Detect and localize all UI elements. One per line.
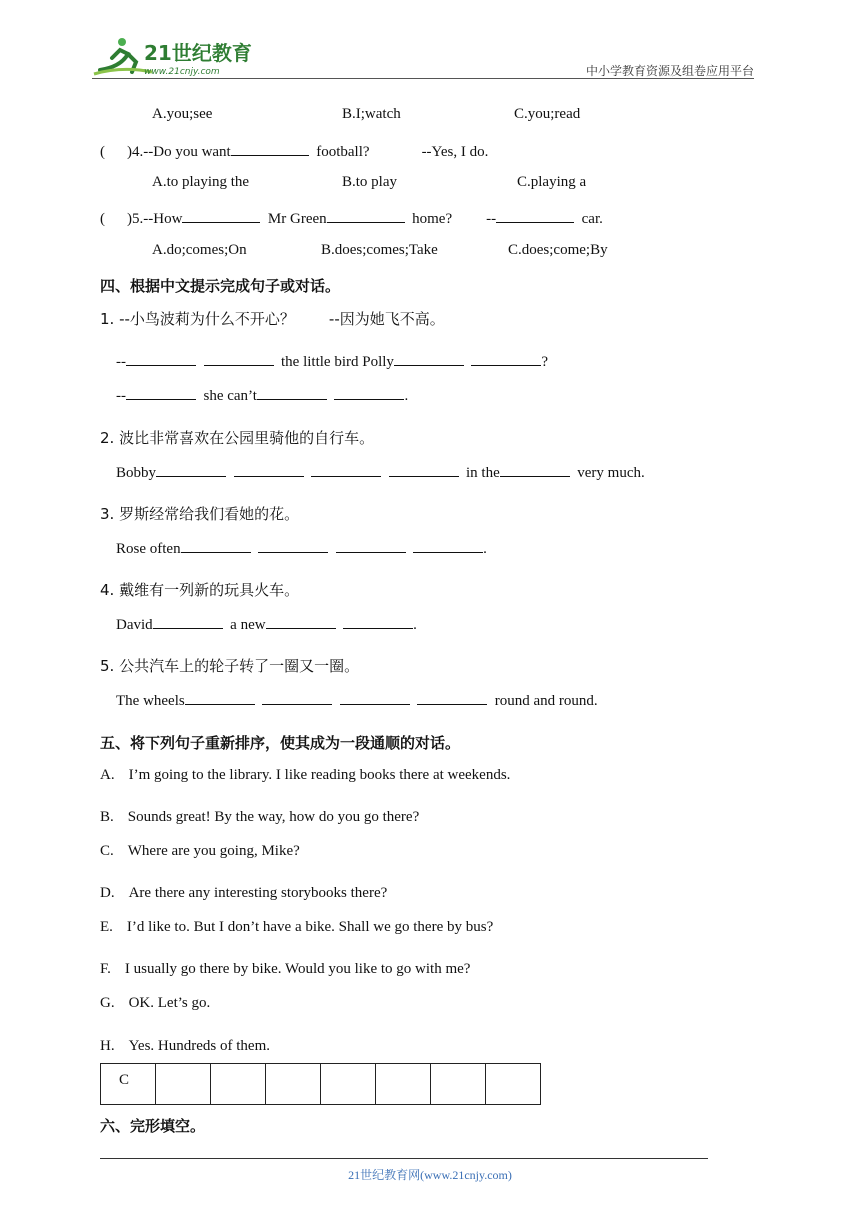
q5-blank-2[interactable] xyxy=(327,208,405,223)
footer-divider xyxy=(100,1158,708,1159)
sentence-label: C. xyxy=(100,843,114,859)
q5-paren: ( xyxy=(100,211,105,227)
s4-item-5-text: The wheels xyxy=(116,693,185,709)
order-cell[interactable] xyxy=(266,1064,321,1105)
s4-blank[interactable] xyxy=(394,351,464,366)
s4-blank[interactable] xyxy=(153,614,223,629)
sentence-label: D. xyxy=(100,885,115,901)
s4-item-1-question: 1. --小鸟波莉为什么不开心？ xyxy=(100,310,295,328)
s4-item-1-dash-2: -- xyxy=(116,388,126,404)
q5-stem-3: home? xyxy=(412,211,453,227)
order-cell[interactable] xyxy=(321,1064,376,1105)
q5-stem: )5.--How xyxy=(127,211,183,227)
s4-blank[interactable] xyxy=(334,385,404,400)
s4-blank[interactable] xyxy=(126,385,196,400)
sentence-f xyxy=(100,961,470,978)
s4-blank[interactable] xyxy=(257,385,327,400)
question-5 xyxy=(100,208,603,228)
s4-item-1-qmark: ? xyxy=(541,354,549,370)
header-divider xyxy=(92,78,754,79)
sentence-g xyxy=(100,995,210,1012)
s4-blank[interactable] xyxy=(500,462,570,477)
sentence-b xyxy=(100,809,419,826)
q3-option-c: C.you;read xyxy=(514,106,581,122)
s4-blank[interactable] xyxy=(156,462,226,477)
sentence-label: G. xyxy=(100,995,115,1011)
section-4-title: 四、根据中文提示完成句子或对话。 xyxy=(100,277,341,295)
s4-item-1-text: the little bird Polly xyxy=(281,354,394,370)
s4-blank[interactable] xyxy=(258,538,328,553)
s4-item-3-period: . xyxy=(483,541,487,557)
footer-text[interactable]: 21世纪教育网(www.21cnjy.com) xyxy=(348,1168,512,1182)
sentence-text: I’m going to the library. I like reading books there at weekends. xyxy=(128,767,511,783)
order-cell[interactable] xyxy=(376,1064,431,1105)
s4-item-1-prompt xyxy=(100,308,445,329)
s4-item-5-prompt: 5. 公共汽车上的轮子转了一圈又一圈。 xyxy=(100,657,360,675)
s4-item-2-text-2: in the xyxy=(466,465,500,481)
order-cell[interactable]: C xyxy=(101,1064,156,1105)
q5-answer-prefix: -- xyxy=(486,211,497,227)
s4-item-2-prompt: 2. 波比非常喜欢在公园里骑他的自行车。 xyxy=(100,429,375,447)
order-answer-table xyxy=(100,1063,541,1105)
sentence-label: E. xyxy=(100,919,113,935)
s4-blank[interactable] xyxy=(343,614,413,629)
s4-item-4-prompt: 4. 戴维有一列新的玩具火车。 xyxy=(100,581,300,599)
sentence-d xyxy=(100,885,387,902)
q4-option-a: A.to playing the xyxy=(152,174,250,190)
section-5-title: 五、将下列句子重新排序，使其成为一段通顺的对话。 xyxy=(100,734,461,752)
s4-blank[interactable] xyxy=(234,462,304,477)
q4-answer: --Yes, I do. xyxy=(421,144,489,160)
q4-blank[interactable] xyxy=(231,141,309,156)
s4-item-3-prompt: 3. 罗斯经常给我们看她的花。 xyxy=(100,505,300,523)
s4-blank[interactable] xyxy=(389,462,459,477)
q4-option-b: B.to play xyxy=(342,174,397,190)
s4-item-1-answer: --因为她飞不高。 xyxy=(328,310,445,328)
q3-option-a: A.you;see xyxy=(152,106,213,122)
s4-item-2-text-3: very much. xyxy=(577,465,645,481)
sentence-text: I’d like to. But I don’t have a bike. Shall we go there by bus? xyxy=(126,919,494,935)
q5-option-c: C.does;come;By xyxy=(508,242,608,258)
sentence-label: B. xyxy=(100,809,114,825)
sentence-label: F. xyxy=(100,961,111,977)
sentence-h xyxy=(100,1038,270,1055)
s4-item-5-line xyxy=(116,690,598,710)
s4-item-2-text: Bobby xyxy=(116,465,157,481)
q3-option-b: B.I;watch xyxy=(342,106,401,122)
question-4 xyxy=(100,141,488,161)
sentence-c xyxy=(100,843,300,860)
s4-blank[interactable] xyxy=(204,351,274,366)
order-cell[interactable] xyxy=(486,1064,541,1105)
s4-item-5-text-2: round and round. xyxy=(494,693,598,709)
s4-blank[interactable] xyxy=(413,538,483,553)
q5-blank-1[interactable] xyxy=(182,208,260,223)
header-platform-text: 中小学教育资源及组卷应用平台 xyxy=(585,64,754,78)
s4-item-1-dash: -- xyxy=(116,354,126,370)
sentence-text: I usually go there by bike. Would you like to go with me? xyxy=(124,961,471,977)
s4-item-2-line xyxy=(116,462,645,482)
s4-item-4-text: David xyxy=(116,617,153,633)
s4-item-4-line xyxy=(116,614,417,634)
s4-item-1-line-1 xyxy=(116,351,548,371)
s4-item-3-line xyxy=(116,538,487,558)
s4-item-4-period: . xyxy=(413,617,417,633)
sentence-text: Are there any interesting storybooks there? xyxy=(128,885,388,901)
s4-blank[interactable] xyxy=(126,351,196,366)
sentence-text: Yes. Hundreds of them. xyxy=(128,1038,270,1054)
q4-option-c: C.playing a xyxy=(517,174,587,190)
s4-blank[interactable] xyxy=(471,351,541,366)
sentence-label: A. xyxy=(100,767,115,783)
q4-paren: ( xyxy=(100,144,105,160)
q5-stem-2: Mr Green xyxy=(267,211,327,227)
order-cell[interactable] xyxy=(211,1064,266,1105)
s4-blank[interactable] xyxy=(340,690,410,705)
s4-blank[interactable] xyxy=(311,462,381,477)
q5-option-a: A.do;comes;On xyxy=(152,242,247,258)
s4-item-1-period: . xyxy=(404,388,409,404)
site-logo xyxy=(92,34,262,78)
q4-stem-end: football? xyxy=(316,144,370,160)
s4-blank[interactable] xyxy=(262,690,332,705)
order-cell[interactable] xyxy=(431,1064,486,1105)
sentence-text: Where are you going, Mike? xyxy=(127,843,300,859)
s4-blank[interactable] xyxy=(417,690,487,705)
sentence-text: OK. Let’s go. xyxy=(128,995,211,1011)
s4-blank[interactable] xyxy=(266,614,336,629)
s4-item-3-text: Rose often xyxy=(116,541,181,557)
section-6-title: 六、完形填空。 xyxy=(100,1117,206,1135)
q5-answer-end: car. xyxy=(581,211,603,227)
q5-blank-3[interactable] xyxy=(496,208,574,223)
s4-blank[interactable] xyxy=(181,538,251,553)
s4-item-1-text-2: she can’t xyxy=(203,388,257,404)
s4-blank[interactable] xyxy=(336,538,406,553)
sentence-label: H. xyxy=(100,1038,115,1054)
sentence-a xyxy=(100,767,510,784)
s4-item-4-text-2: a new xyxy=(230,617,266,633)
s4-item-1-line-2 xyxy=(116,385,408,405)
order-cell[interactable] xyxy=(156,1064,211,1105)
q4-stem: )4.--Do you want xyxy=(127,144,231,160)
q5-option-b: B.does;comes;Take xyxy=(321,242,438,258)
s4-blank[interactable] xyxy=(185,690,255,705)
sentence-text: Sounds great! By the way, how do you go there? xyxy=(127,809,420,825)
logo-text: 21世纪教育 xyxy=(144,41,252,65)
sentence-e xyxy=(100,919,493,936)
logo-url: www.21cnjy.com xyxy=(144,67,220,77)
